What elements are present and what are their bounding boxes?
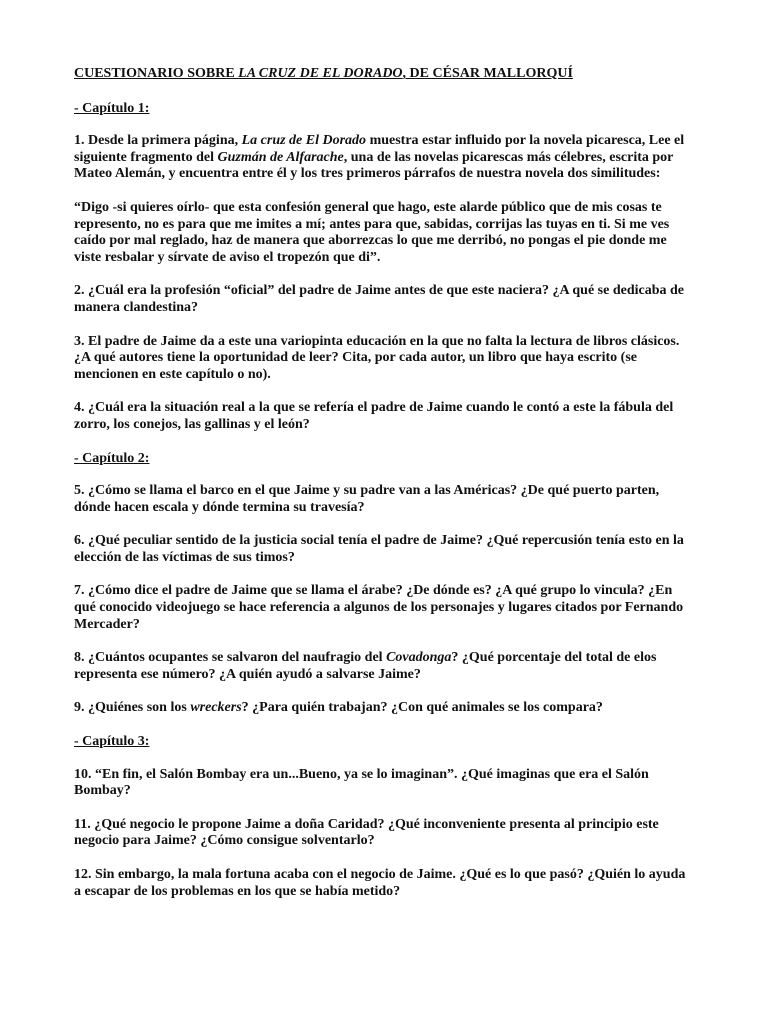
question-9-term: wreckers: [190, 700, 242, 716]
question-8-text-a: 8. ¿Cuántos ocupantes se salvaron del naufragio del: [74, 650, 387, 666]
question-1-text-c: muestra estar influido por la novela picaresca, Lee el siguiente fragmento del: [74, 133, 685, 165]
question-4: 4. ¿Cuál era la situación real a la que se refería el padre de Jaime cuando le contó a este la fábula del zorro, los conejos, las gallinas y el león?: [74, 400, 674, 432]
question-10: 10. “En fin, el Salón Bombay era un...Bueno, ya se lo imaginan”. ¿Qué imaginas que era el Salón Bombay?: [74, 766, 649, 799]
question-6: 6. ¿Qué peculiar sentido de la justicia social tenía el padre de Jaime? ¿Qué repercusión tenía esto en la elección de las víctimas de sus timos?: [74, 533, 684, 565]
question-9: [74, 700, 694, 717]
chapter-3-heading: - Capítulo 3:: [74, 734, 150, 750]
question-1: [74, 133, 694, 183]
chapter-2-heading: - Capítulo 2:: [74, 450, 150, 466]
question-7: 7. ¿Cómo dice el padre de Jaime que se llama el árabe? ¿De dónde es? ¿A qué grupo lo vincula? ¿En qué conocido videojuego se hace referencia a algunos de los personajes y lugares citados por Fernando Mercader?: [74, 583, 684, 632]
question-8-text-c: ? ¿Qué porcentaje del total de elos representa ese número? ¿A quién ayudó a salvarse Jaime?: [74, 650, 657, 682]
quote-guzman: “Digo -si quieres oírlo- que esta confesión general que hago, este alarde público que de mis cosas te represento, no es para que me imites a mí; antes para que, sabidas, corrijas las tuyas en ti. Si me ves caído por mal reglado, haz de manera que aborrezcas lo que me derribó, no pongas el pie donde me viste resbalar y sírvate de aviso el tropezón que di”.: [74, 199, 670, 265]
question-5: 5. ¿Cómo se llama el barco en el que Jaime y su padre van a las Américas? ¿De qué puerto parten, dónde hacen escala y dónde termina su travesía?: [74, 483, 660, 515]
title-prefix: CUESTIONARIO SOBRE: [74, 66, 239, 81]
question-1-text-e: , una de las novelas picarescas más célebres, escrita por Mateo Alemán, y encuentra entre él y los tres primeros párrafos de nuestra novela dos similitudes:: [74, 149, 674, 182]
document-title: [74, 66, 694, 83]
question-8: [74, 650, 694, 683]
question-8-ship-name: Covadonga: [386, 650, 452, 666]
question-1-text-a: 1. Desde la primera página,: [74, 133, 242, 149]
title-book-name: LA CRUZ DE EL DORADO: [238, 66, 403, 81]
title-suffix: , DE CÉSAR MALLORQUÍ: [402, 66, 573, 81]
question-11: 11. ¿Qué negocio le propone Jaime a doña Caridad? ¿Qué inconveniente presenta al principio este negocio para Jaime? ¿Cómo consigue solventarlo?: [74, 816, 659, 849]
question-9-text-a: 9. ¿Quiénes son los: [74, 700, 191, 716]
question-9-text-c: ? ¿Para quién trabajan? ¿Con qué animales se los compara?: [241, 700, 603, 716]
question-1-book-title: La cruz de El Dorado: [241, 133, 367, 149]
question-3: 3. El padre de Jaime da a este una variopinta educación en la que no falta la lectura de libros clásicos. ¿A qué autores tiene la oportunidad de leer? Cita, por cada autor, un libro que haya escrito (se mencionen en este capítulo o no).: [74, 333, 680, 382]
question-12: 12. Sin embargo, la mala fortuna acaba con el negocio de Jaime. ¿Qué es lo que pasó? ¿Quién lo ayuda a escapar de los problemas en los que se había metido?: [74, 867, 686, 899]
question-2: 2. ¿Cuál era la profesión “oficial” del padre de Jaime antes de que este naciera? ¿A qué se dedicaba de manera clandestina?: [74, 283, 685, 315]
chapter-1-heading: - Capítulo 1:: [74, 100, 150, 116]
document-page: [74, 66, 694, 917]
question-1-novel-title: Guzmán de Alfarache: [217, 149, 344, 165]
